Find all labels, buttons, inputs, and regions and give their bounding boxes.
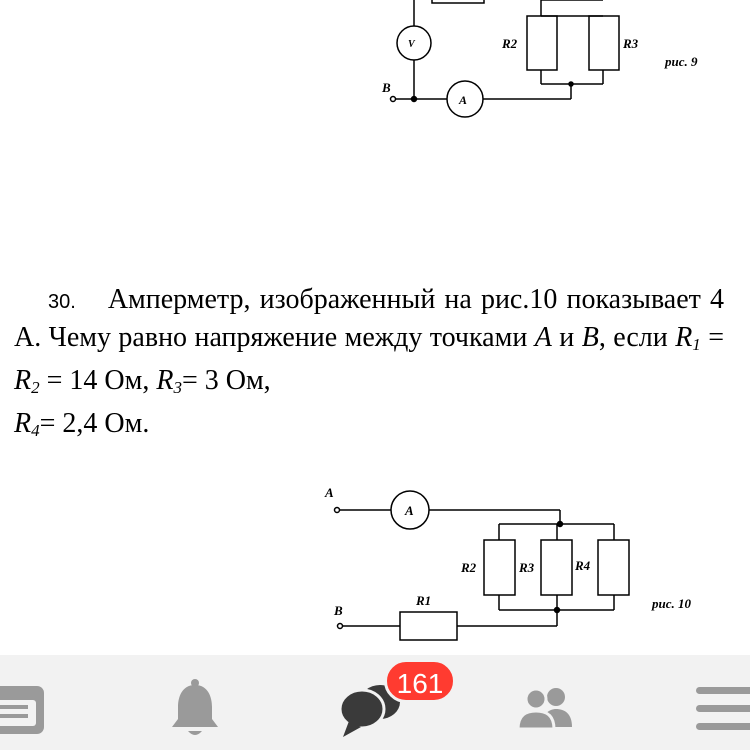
fig9-caption: рис. 9	[665, 54, 698, 69]
r3-value: = 3 Ом,	[181, 365, 271, 396]
cond-start: , если	[598, 322, 676, 353]
fig10-r4-label: R4	[575, 558, 591, 573]
resistor-r2	[527, 16, 557, 70]
fig10-r1-label: R1	[416, 593, 432, 608]
fig10-resistor-r1	[400, 612, 457, 640]
bell-icon	[160, 655, 230, 750]
point-a: A	[534, 322, 552, 353]
tab-friends[interactable]	[510, 655, 580, 750]
problem-30-text	[14, 282, 724, 449]
fig9-ammeter-label: A	[459, 93, 468, 107]
r4-sub: 4	[31, 421, 40, 440]
r4-symbol: R	[14, 408, 32, 439]
tab-feed[interactable]	[0, 655, 60, 750]
fig10-caption: рис. 10	[652, 596, 691, 611]
eq-sign: =	[700, 322, 725, 353]
messages-unread-badge: 161	[384, 659, 456, 703]
feed-icon	[0, 655, 60, 750]
r2-sub: 2	[31, 378, 40, 397]
fig9-point-b-label: B	[382, 80, 391, 95]
fig10-resistor-r3	[541, 540, 572, 595]
r1-symbol: R	[675, 322, 693, 353]
fig10-resistor-r4	[598, 540, 629, 595]
r2-symbol: R	[14, 365, 32, 396]
bottom-tab-bar	[0, 655, 750, 750]
fig9-r2-label: R2	[502, 36, 518, 51]
fig10-point-a-label: A	[325, 485, 334, 500]
friends-icon	[510, 655, 580, 750]
r3-symbol: R	[156, 365, 174, 396]
conj-and: и	[551, 322, 582, 353]
r12-value: = 14 Ом,	[39, 365, 157, 396]
fig9-voltmeter-label: V	[408, 39, 415, 50]
r3-sub: 3	[173, 378, 182, 397]
r1-sub: 1	[692, 335, 701, 354]
fig10-resistor-r2	[484, 540, 515, 595]
problem-line1: Амперметр, изображенный на рис.10 показывает 4 А. Чему равно напряжение между точками	[14, 284, 724, 353]
menu-icon	[690, 655, 750, 750]
problem-number: 30.	[48, 291, 76, 313]
fig10-r3-label: R3	[519, 560, 535, 575]
point-b: B	[581, 322, 599, 353]
fig10-point-b-label: B	[334, 603, 343, 618]
figure-9	[391, 0, 620, 117]
fig10-r2-label: R2	[461, 560, 477, 575]
tab-notifications[interactable]	[160, 655, 230, 750]
fig10-ammeter-label: A	[405, 503, 414, 518]
resistor-r3	[589, 16, 619, 70]
r4-value: = 2,4 Ом.	[39, 408, 150, 439]
tab-menu[interactable]	[690, 655, 750, 750]
fig9-r3-label: R3	[623, 36, 639, 51]
